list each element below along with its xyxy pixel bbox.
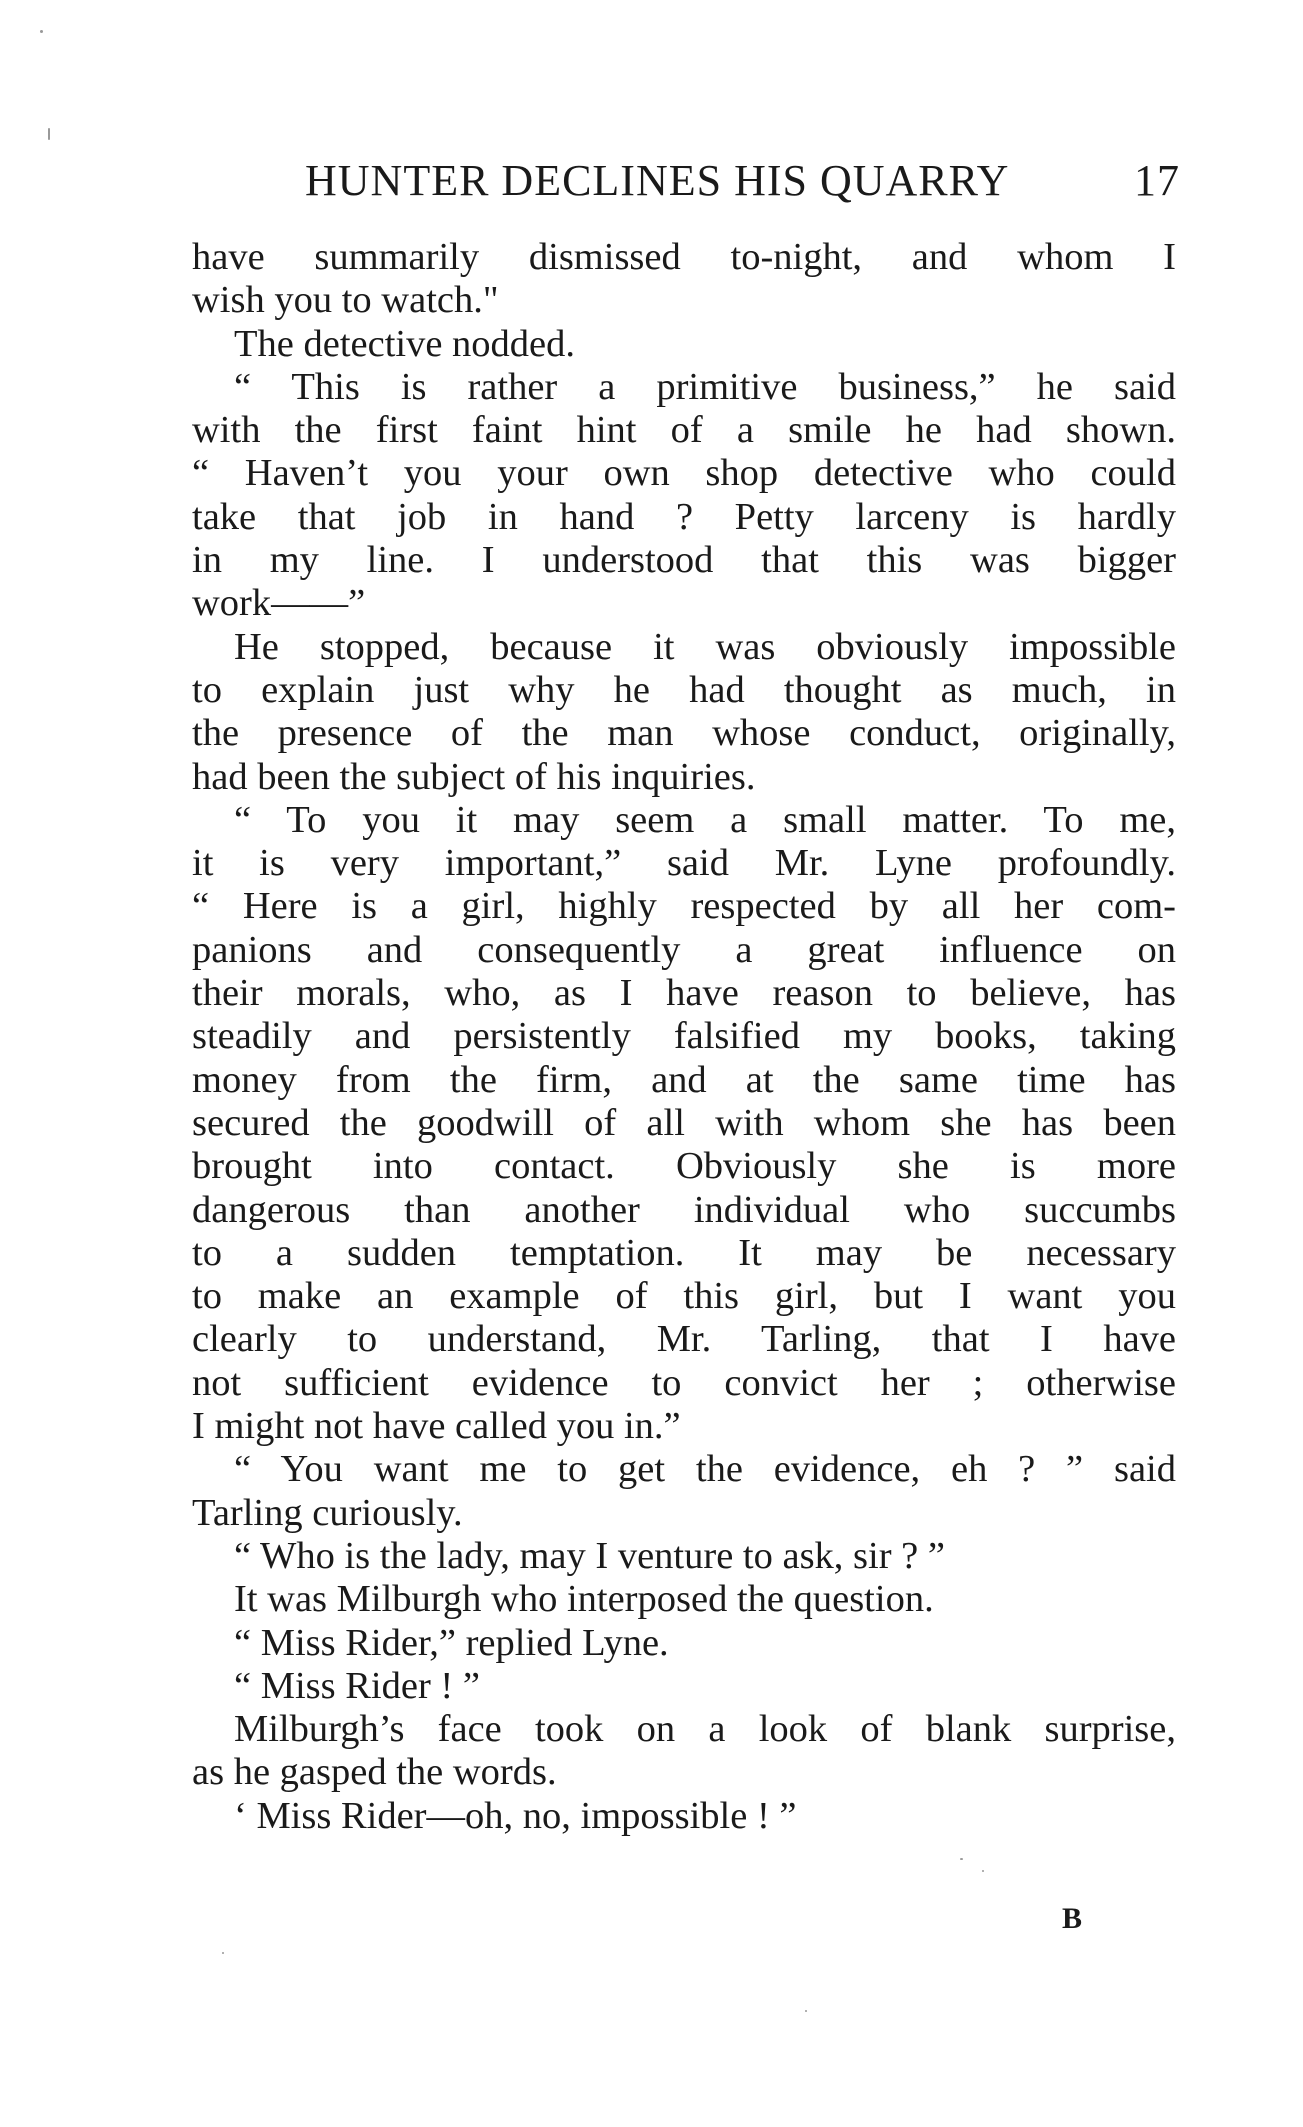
text-line: as he gasped the words.: [192, 1751, 557, 1794]
text-line: had been the subject of his inquiries.: [192, 755, 756, 798]
running-title: HUNTER DECLINES HIS QUARRY: [305, 155, 1010, 205]
text-line: panions and consequently a great influence on: [192, 928, 1176, 971]
text-line: have summarily dismissed to-night, and whom I: [192, 236, 1176, 278]
text-line: work——”: [192, 582, 366, 625]
text-line: dangerous than another individual who succumbs: [192, 1188, 1176, 1231]
text-line: in my line. I understood that this was bigger: [192, 539, 1176, 582]
text-line: I might not have called you in.”: [192, 1405, 681, 1448]
text-line: secured the goodwill of all with whom she has been: [192, 1101, 1176, 1144]
page-number: 17: [1134, 155, 1180, 205]
paper-speck: [222, 1952, 224, 1954]
text-line: It was Milburgh who interposed the question.: [234, 1578, 934, 1621]
text-line: not sufficient evidence to convict her ; otherwise: [192, 1361, 1176, 1404]
signature-mark: B: [1062, 1902, 1083, 1935]
text-line: wish you to watch.": [192, 279, 499, 322]
text-line: “ Miss Rider,” replied Lyne.: [234, 1621, 669, 1664]
text-line: brought into contact. Obviously she is more: [192, 1145, 1176, 1188]
paper-speck: [48, 128, 50, 140]
text-line: money from the firm, and at the same time has: [192, 1058, 1176, 1101]
text-line: to explain just why he had thought as much, in: [192, 668, 1176, 711]
text-line: “ Miss Rider ! ”: [234, 1664, 480, 1707]
text-line: steadily and persistently falsified my books, taking: [192, 1015, 1176, 1058]
paper-speck: [805, 2010, 807, 2012]
text-line: The detective nodded.: [234, 322, 576, 365]
text-line: “ Here is a girl, highly respected by all her com-: [192, 885, 1176, 928]
text-line: the presence of the man whose conduct, originally,: [192, 712, 1176, 755]
paper-speck: [960, 1858, 963, 1860]
text-line: to a sudden temptation. It may be necessary: [192, 1231, 1176, 1274]
text-line: “ You want me to get the evidence, eh ? ” said: [234, 1448, 1176, 1491]
text-line: “ To you it may seem a small matter. To me,: [234, 798, 1176, 841]
text-line: “ This is rather a primitive business,” he said: [234, 365, 1176, 408]
text-line: He stopped, because it was obviously impossible: [234, 625, 1176, 668]
text-line: ‘ Miss Rider—oh, no, impossible ! ”: [234, 1794, 797, 1837]
text-line: with the first faint hint of a smile he had shown.: [192, 409, 1176, 452]
text-line: take that job in hand ? Petty larceny is hardly: [192, 495, 1176, 538]
text-line: Milburgh’s face took on a look of blank surprise,: [234, 1708, 1176, 1751]
text-line: their morals, who, as I have reason to believe, has: [192, 972, 1176, 1015]
text-line: it is very important,” said Mr. Lyne profoundly.: [192, 842, 1176, 885]
text-line: to make an example of this girl, but I want you: [192, 1275, 1176, 1318]
paper-speck: [40, 30, 43, 33]
paper-speck: [982, 1870, 984, 1872]
body-text: [192, 236, 1176, 1838]
running-head: [190, 150, 1180, 210]
text-line: “ Who is the lady, may I venture to ask, sir ? ”: [234, 1534, 945, 1577]
text-line: “ Haven’t you your own shop detective who could: [192, 452, 1176, 495]
text-line: clearly to understand, Mr. Tarling, that I have: [192, 1318, 1176, 1361]
text-line: Tarling curiously.: [192, 1491, 463, 1534]
